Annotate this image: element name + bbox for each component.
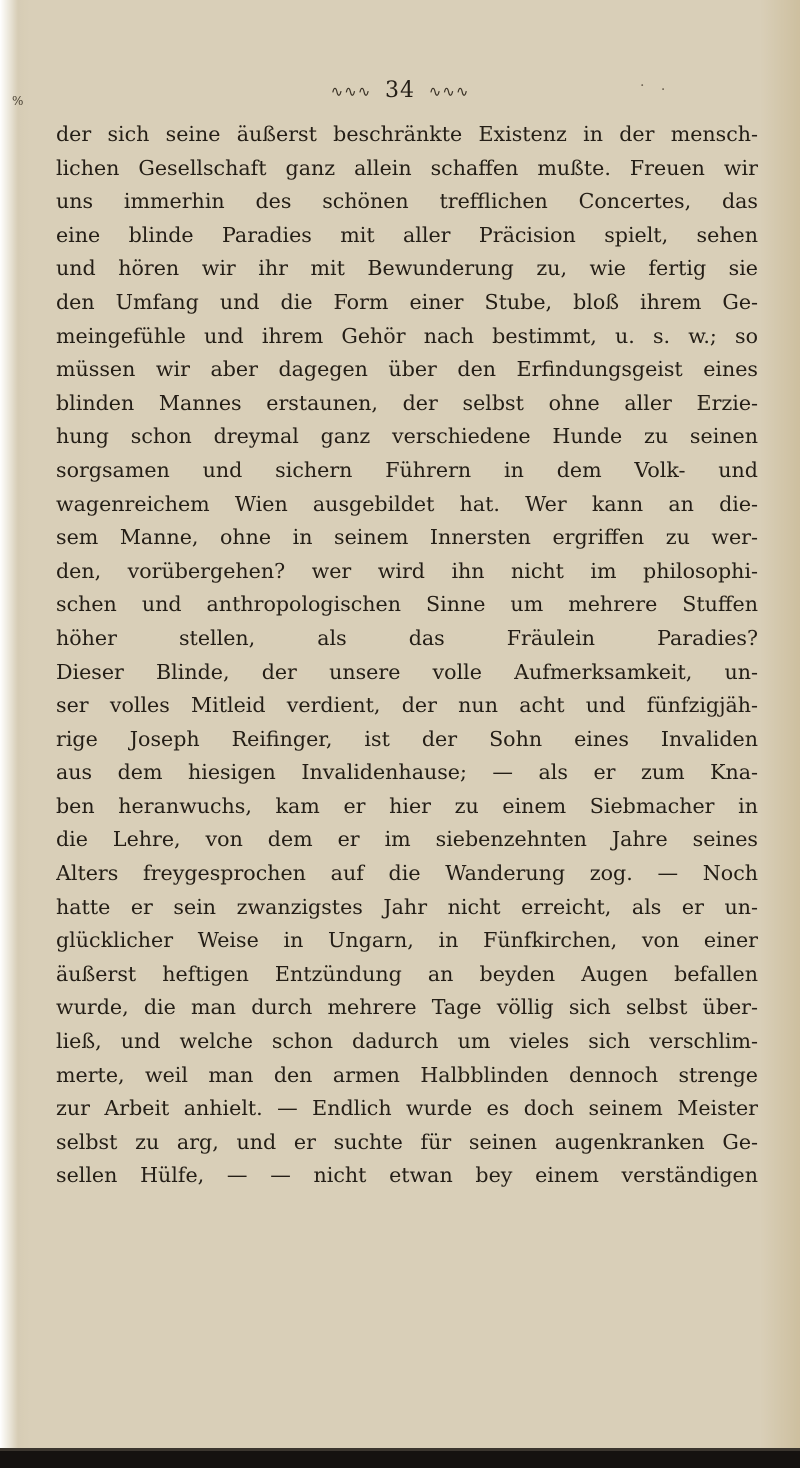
text-line: ser volles Mitleid verdient, der nun acht und fünfzigjäh-: [56, 693, 758, 718]
text-line: zur Arbeit anhielt. — Endlich wurde es doch seinem Meister: [56, 1096, 758, 1121]
scan-bottom-edge: [0, 1448, 800, 1468]
text-line: den Umfang und die Form einer Stube, bloß ihrem Ge-: [56, 289, 758, 314]
text-line: sorgsamen und sichern Führern in dem Volk- und: [56, 457, 758, 482]
text-line: hung schon dreymal ganz verschiedene Hunde zu seinen: [56, 424, 758, 449]
text-line: rige Joseph Reifinger, ist der Sohn eines Invaliden: [56, 726, 758, 751]
text-line: der sich seine äußerst beschränkte Existenz in der mensch-: [56, 122, 758, 146]
page-edge-shadow: [760, 0, 800, 1468]
text-line: höher stellen, als das Fräulein Paradies?: [56, 625, 758, 650]
text-line: wagenreichem Wien ausgebildet hat. Wer kann an die-: [56, 491, 758, 516]
text-line: hatte er sein zwanzigstes Jahr nicht erreicht, als er un-: [56, 894, 758, 919]
text-line: wurde, die man durch mehrere Tage völlig sich selbst über-: [56, 995, 758, 1020]
text-line: uns immerhin des schönen trefflichen Concertes, das: [56, 189, 758, 214]
text-line: meingefühle und ihrem Gehör nach bestimmt, u. s. w.; so: [56, 323, 758, 348]
header-ornament-right: ∿∿∿: [428, 82, 470, 101]
binding-gutter: [0, 0, 30, 1468]
text-line: ben heranwuchs, kam er hier zu einem Siebmacher in: [56, 793, 758, 818]
text-line: aus dem hiesigen Invalidenhause; — als er zum Kna-: [56, 760, 758, 785]
text-line: schen und anthropologischen Sinne um mehrere Stuffen: [56, 592, 758, 617]
page-number: 34: [385, 78, 415, 103]
text-line: äußerst heftigen Entzündung an beyden Augen befallen: [56, 961, 758, 986]
text-line: die Lehre, von dem er im siebenzehnten Jahre seines: [56, 827, 758, 852]
text-line: selbst zu arg, und er suchte für seinen augenkranken Ge-: [56, 1129, 758, 1154]
text-line: sellen Hülfe, — — nicht etwan bey einem verständigen: [56, 1163, 758, 1188]
text-line: Alters freygesprochen auf die Wanderung zog. — Noch: [56, 861, 758, 886]
text-line: lichen Gesellschaft ganz allein schaffen mußte. Freuen wir: [56, 155, 758, 180]
text-line: blinden Mannes erstaunen, der selbst ohne aller Erzie-: [56, 390, 758, 415]
text-line: Dieser Blinde, der unsere volle Aufmerksamkeit, un-: [56, 659, 758, 684]
margin-marker: %: [12, 94, 24, 108]
text-line: den, vorübergehen? wer wird ihn nicht im philosophi-: [56, 558, 758, 583]
header-dots: · .: [640, 78, 672, 94]
scan-bottom-stripe: [0, 1448, 800, 1451]
text-line: glücklicher Weise in Ungarn, in Fünfkirchen, von einer: [56, 928, 758, 953]
body-text: [56, 118, 758, 1193]
text-line: ließ, und welche schon dadurch um vieles sich verschlim-: [56, 1029, 758, 1054]
header-ornament-left: ∿∿∿: [330, 82, 372, 101]
text-line: müssen wir aber dagegen über den Erfindungsgeist eines: [56, 357, 758, 382]
text-line: eine blinde Paradies mit aller Präcision spielt, sehen: [56, 222, 758, 247]
text-line: und hören wir ihr mit Bewunderung zu, wie fertig sie: [56, 256, 758, 281]
page-header: [0, 78, 800, 103]
text-line: merte, weil man den armen Halbblinden dennoch strenge: [56, 1062, 758, 1087]
text-line: sem Manne, ohne in seinem Innersten ergriffen zu wer-: [56, 525, 758, 550]
